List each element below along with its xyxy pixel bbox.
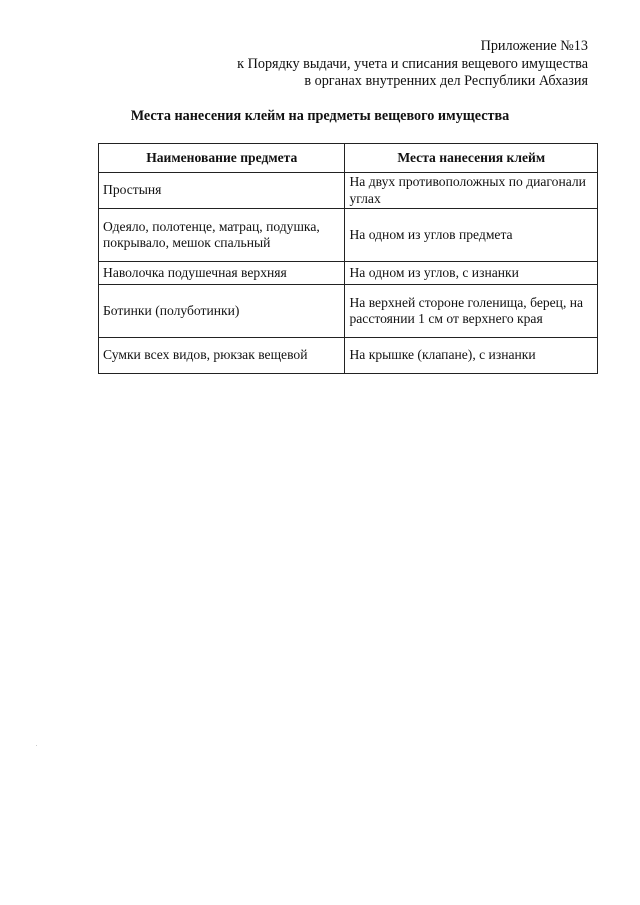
marking-place-cell: На одном из углов, с изнанки <box>345 262 598 285</box>
document-title: Места нанесения клейм на предметы вещевого имущества <box>130 108 510 124</box>
item-name-cell: Наволочка подушечная верхняя <box>99 262 345 285</box>
table-row <box>99 285 598 338</box>
item-name-cell: Одеяло, полотенце, матрац, подушка, покрывало, мешок спальный <box>99 209 345 262</box>
marking-place-cell: На крышке (клапане), с изнанки <box>345 338 598 374</box>
marking-place-cell: На одном из углов предмета <box>345 209 598 262</box>
table-row <box>99 173 598 209</box>
scan-speck <box>36 745 37 746</box>
appendix-number: Приложение №13 <box>480 38 588 54</box>
column-header-place: Места нанесения клейм <box>345 144 598 173</box>
table-row <box>99 338 598 374</box>
item-name-cell: Сумки всех видов, рюкзак вещевой <box>99 338 345 374</box>
item-name-cell: Ботинки (полуботинки) <box>99 285 345 338</box>
marking-place-cell: На двух противоположных по диагонали углах <box>345 173 598 209</box>
appendix-reference: к Порядку выдачи, учета и списания вещевого имущества <box>237 55 588 72</box>
appendix-reference-continued: в органах внутренних дел Республики Абхазия <box>304 73 588 89</box>
table-row <box>99 262 598 285</box>
appendix-header <box>237 38 588 91</box>
marking-place-cell: На верхней стороне голенища, берец, на расстоянии 1 см от верхнего края <box>345 285 598 338</box>
column-header-item: Наименование предмета <box>99 144 345 173</box>
table-row <box>99 209 598 262</box>
table-header-row <box>99 144 598 173</box>
item-name-cell: Простыня <box>99 173 345 209</box>
marking-places-table <box>98 143 598 374</box>
